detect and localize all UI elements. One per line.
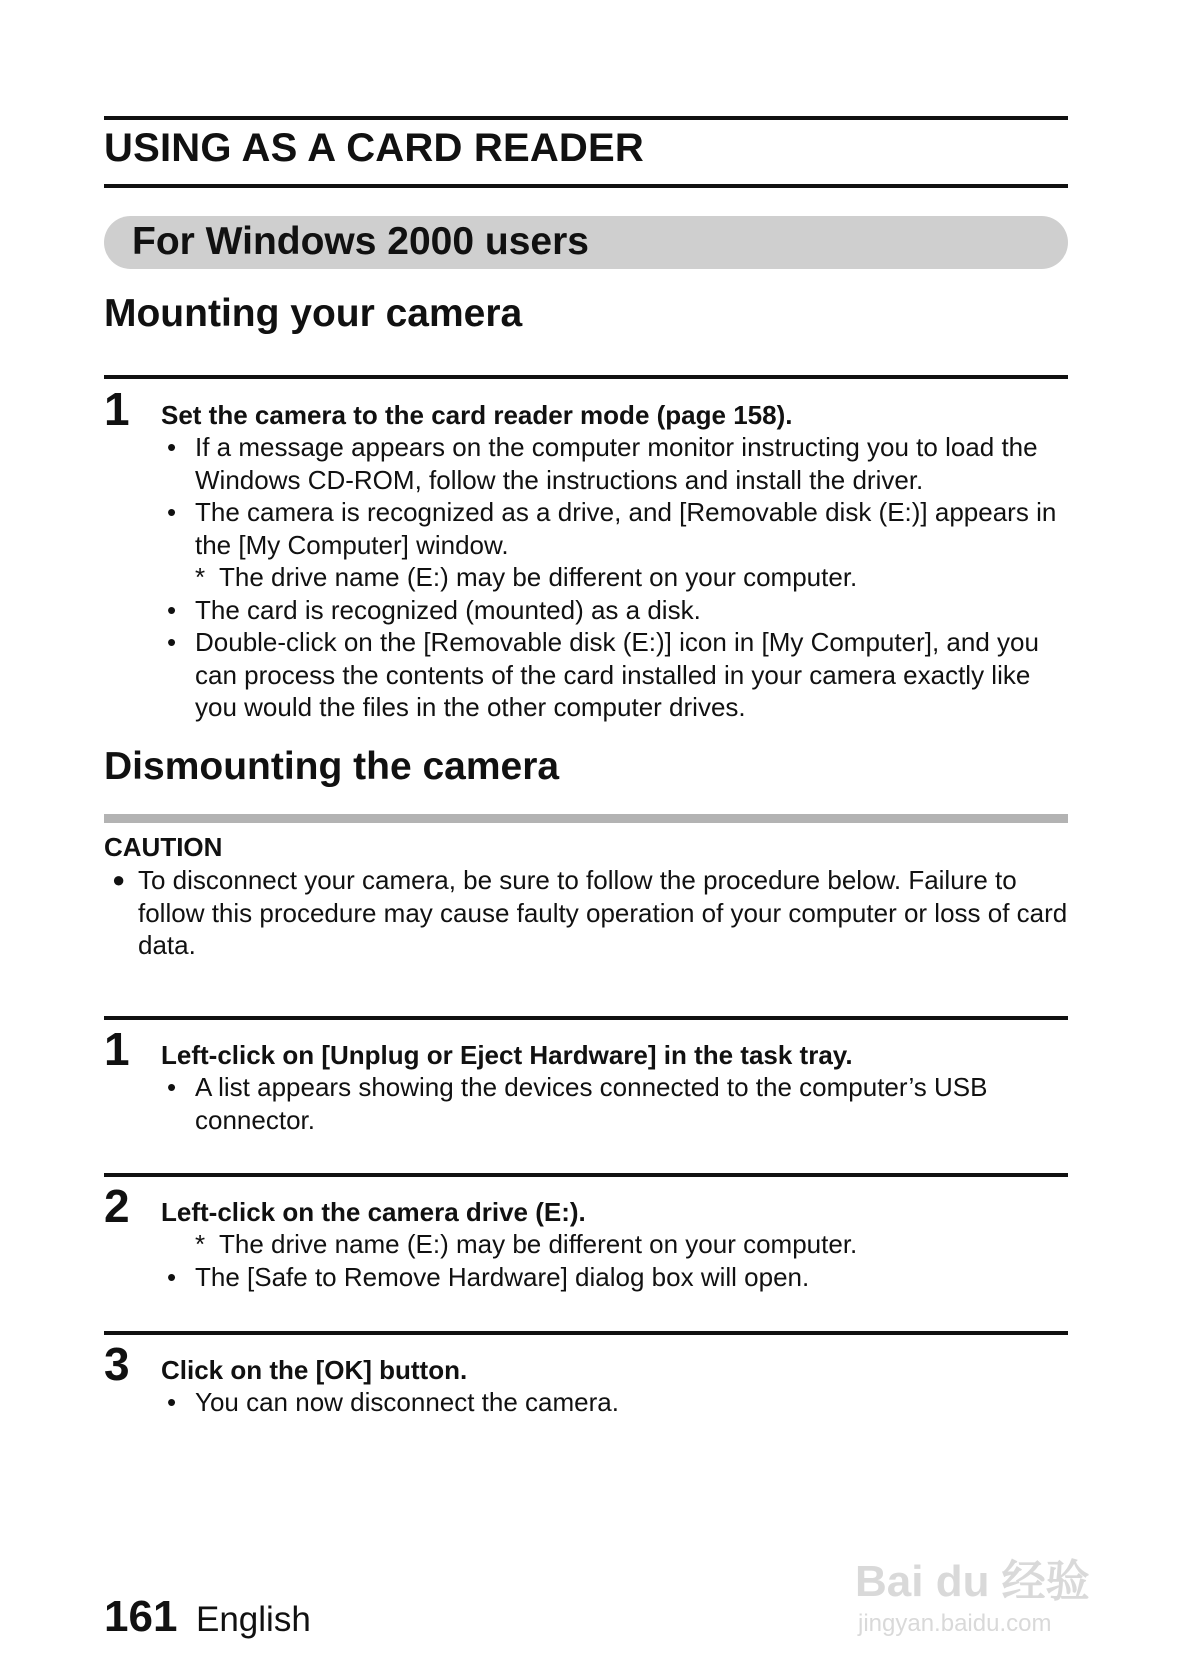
page-number: 161 [104,1592,178,1641]
title-underline [104,184,1068,188]
mount-step-bullets [161,431,1071,724]
page-language: English [196,1600,311,1639]
dismount-heading: Dismounting the camera [104,745,560,788]
list-item: • You can now disconnect the camera. [167,1387,619,1417]
caution-rule [104,814,1068,823]
dismount-step3-number: 3 [104,1338,130,1390]
dismount-step3-bullets [161,1386,1071,1419]
dismount-step2-bullets [161,1228,1071,1293]
subtitle-text: For Windows 2000 users [132,220,589,263]
dismount-step3-title: Click on the [OK] button. [161,1355,468,1385]
dismount-step1-number: 1 [104,1023,130,1075]
dismount-step3-rule [104,1331,1068,1335]
caution-item: ● To disconnect your camera, be sure to follow the procedure below. Failure to follow this procedure may cause faulty operation of your computer or loss of card data. [112,865,1068,960]
dismount-step2-number: 2 [104,1180,130,1232]
page-title: USING AS A CARD READER [104,126,644,170]
note-item: * The drive name (E:) may be different on your computer. [195,1229,858,1259]
subtitle-banner [104,216,1068,269]
dismount-step1-bullets [161,1071,1071,1136]
list-item: • The camera is recognized as a drive, and [Removable disk (E:)] appears in the [My Computer] window. [167,497,1057,560]
list-item: • A list appears showing the devices connected to the computer’s USB connector. [167,1072,988,1135]
caution-body [104,864,1068,962]
mount-step-title: Set the camera to the card reader mode (page 158). [161,400,793,430]
dismount-step1-rule [104,1016,1068,1020]
watermark-logo: Bai du 经验 [855,1557,1090,1606]
note-item: * The drive name (E:) may be different on your computer. [195,562,858,592]
mount-step-number: 1 [104,383,130,435]
list-item: • Double-click on the [Removable disk (E:)] icon in [My Computer], and you can process the contents of the card installed in your camera exactly like you would the files in the other computer drives. [167,627,1039,722]
mount-step-rule [104,375,1068,379]
caution-title: CAUTION [104,832,223,862]
top-rule [104,116,1068,120]
list-item: • If a message appears on the computer monitor instructing you to load the Windows CD-ROM, follow the instructions and install the driver. [167,432,1038,495]
list-item: • The card is recognized (mounted) as a disk. [167,594,701,625]
dismount-step2-rule [104,1173,1068,1177]
mount-heading: Mounting your camera [104,292,523,335]
dismount-step2-title: Left-click on the camera drive (E:). [161,1197,586,1227]
list-item: • The [Safe to Remove Hardware] dialog box will open. [167,1261,810,1292]
dismount-step1-title: Left-click on [Unplug or Eject Hardware] in the task tray. [161,1040,853,1070]
watermark-url: jingyan.baidu.com [858,1610,1052,1637]
